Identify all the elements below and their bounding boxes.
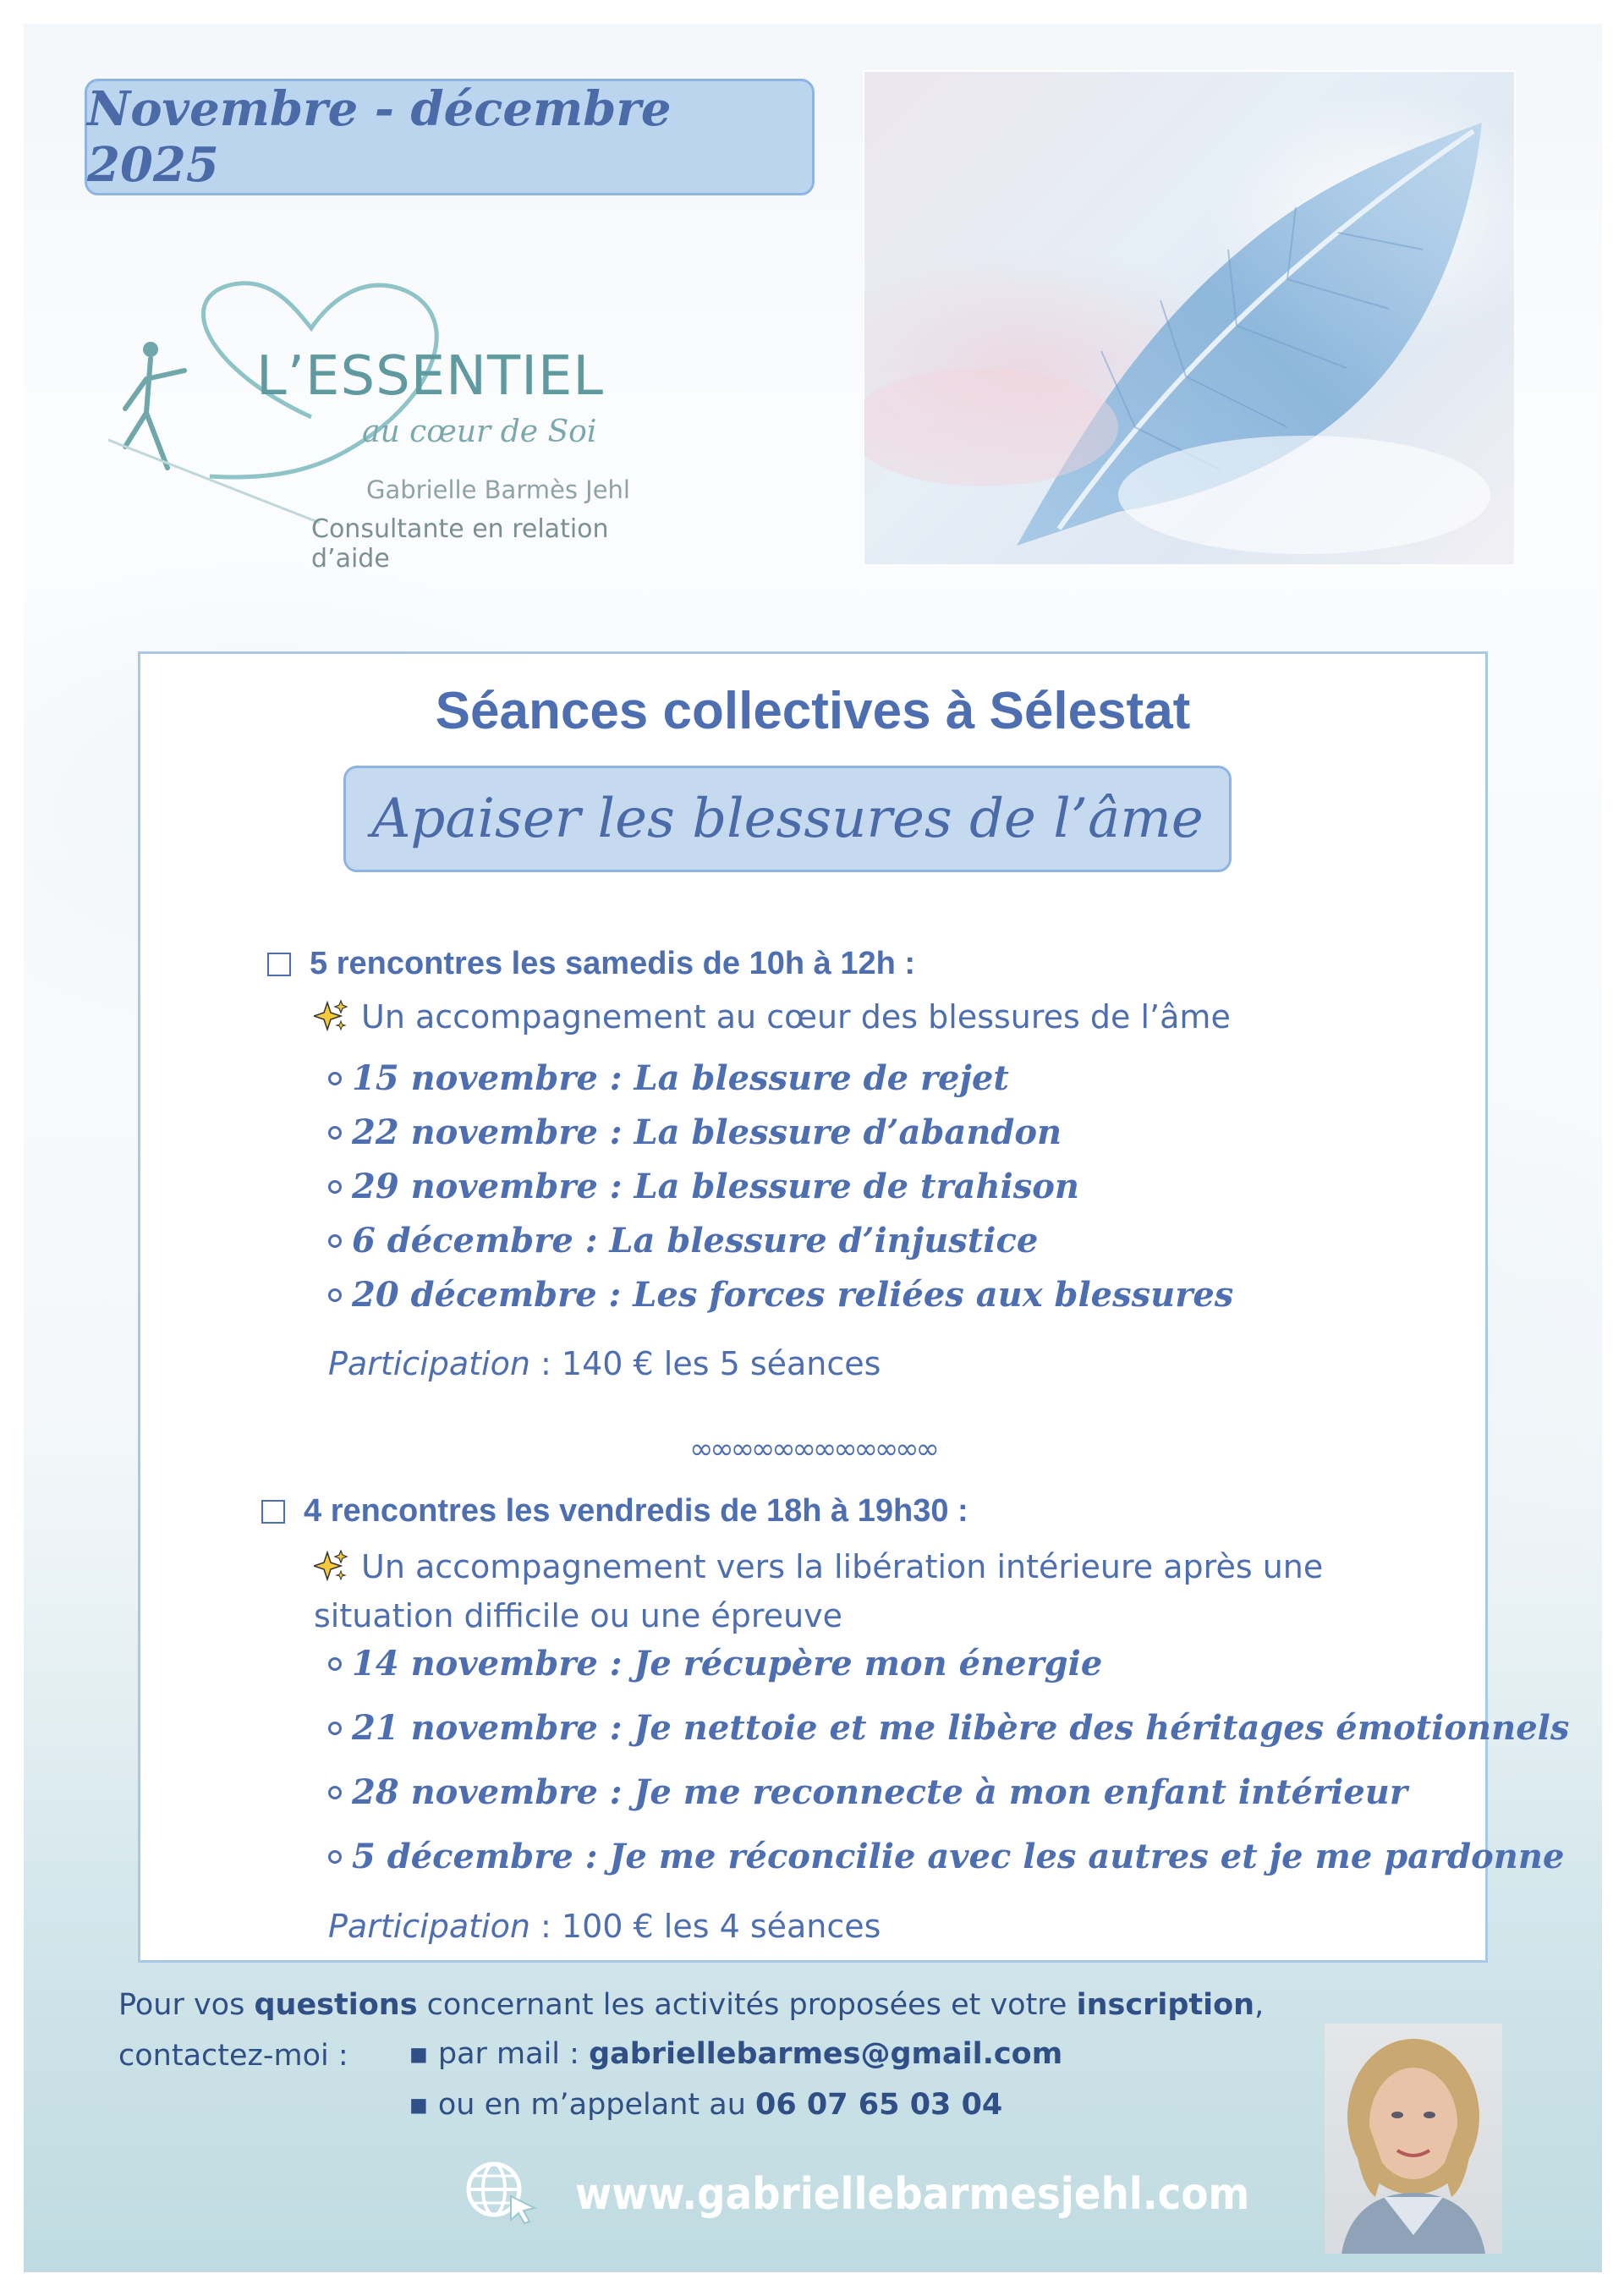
sessions-box — [138, 651, 1570, 1963]
logo-name: Gabrielle Barmès Jehl — [366, 475, 630, 504]
contact-bold-questions: questions — [254, 1988, 418, 2022]
logo-tagline: au cœur de Soi — [362, 415, 597, 449]
group-1-heading — [267, 946, 915, 982]
list-item-text: 20 décembre : Les forces reliées aux blessures — [352, 1275, 1234, 1315]
portrait-photo — [1325, 2024, 1502, 2254]
list-item-text: 29 novembre : La blessure de trahison — [352, 1167, 1079, 1206]
list-item-text: 28 novembre : Je me reconnecte à mon enfant intérieur — [352, 1772, 1407, 1812]
list-item — [328, 1112, 1062, 1152]
price-value: : 100 € les 4 séances — [529, 1908, 881, 1945]
bullet-icon — [328, 1850, 342, 1864]
group-2-heading-text: 4 rencontres les vendredis de 18h à 19h30 : — [304, 1493, 968, 1529]
flyer-page — [24, 24, 1602, 2272]
divider: ∞∞∞∞∞∞∞∞∞∞∞∞ — [689, 1432, 936, 1466]
feather-image — [863, 70, 1516, 566]
checkbox-icon — [261, 1500, 285, 1524]
list-item-text: 21 novembre : Je nettoie et me libère des héritages émotionnels — [352, 1708, 1570, 1748]
bullet-icon — [328, 1657, 342, 1671]
contact-bold-inscription: inscription — [1076, 1988, 1255, 2022]
group-1-description-text: Un accompagnement au cœur des blessures de l’âme — [361, 998, 1231, 1035]
list-item-text: 15 novembre : La blessure de rejet — [352, 1058, 1009, 1098]
price-label: Participation — [328, 1908, 530, 1945]
list-item-text: 6 décembre : La blessure d’injustice — [352, 1221, 1039, 1261]
list-item — [328, 1167, 1079, 1206]
group-2-heading — [261, 1493, 968, 1530]
globe-cursor-icon — [462, 2157, 540, 2225]
list-item-text: 14 novembre : Je récupère mon énergie — [352, 1644, 1103, 1684]
contact-mail — [409, 2037, 1062, 2071]
phone-link[interactable]: 06 07 65 03 04 — [755, 2088, 1003, 2122]
list-item — [328, 1837, 1564, 1876]
price-label: Participation — [328, 1345, 530, 1382]
portrait-icon — [1325, 2024, 1502, 2254]
group-2-description-line2: situation difficile ou une épreuve — [314, 1597, 843, 1634]
logo-role: Consultante en relation d’aide — [311, 514, 609, 574]
bullet-icon — [328, 1234, 342, 1248]
contact-text: concernant les activités proposées et votre — [417, 1988, 1077, 2022]
bullet-icon — [328, 1072, 342, 1085]
contact-text: Pour vos — [118, 1988, 255, 2022]
contact-label: contactez-moi : — [118, 2039, 348, 2073]
list-item — [328, 1772, 1407, 1812]
subtitle-banner: Apaiser les blessures de l’âme — [343, 766, 1232, 872]
bullet-icon — [328, 1126, 342, 1140]
group-2-description-line1: Un accompagnement vers la libération intérieure après une — [361, 1548, 1324, 1585]
bullet-icon — [328, 1722, 342, 1735]
group-1-price — [328, 1345, 881, 1382]
group-1-heading-text: 5 rencontres les samedis de 10h à 12h : — [310, 946, 916, 981]
date-banner: Novembre - décembre 2025 — [85, 79, 815, 195]
group-2-description — [314, 1542, 1323, 1640]
mail-prefix: ▪ par mail : — [409, 2037, 590, 2071]
list-item-text: 5 décembre : Je me réconcilie avec les autres et je me pardonne — [352, 1837, 1565, 1876]
list-item — [328, 1275, 1233, 1315]
bullet-icon — [328, 1180, 342, 1194]
logo-title: L’ESSENTIEL — [256, 345, 605, 408]
group-2-price — [328, 1908, 881, 1945]
website-link[interactable]: www.gabriellebarmesjehl.com — [575, 2169, 1250, 2220]
checkbox-icon — [267, 953, 291, 976]
list-item — [328, 1058, 1009, 1098]
list-item — [328, 1708, 1569, 1748]
sparkle-icon — [314, 999, 348, 1033]
logo — [108, 269, 683, 574]
section-title: Séances collectives à Sélestat — [435, 682, 1191, 740]
list-item — [328, 1221, 1038, 1261]
contact-intro — [118, 1988, 1264, 2022]
price-value: : 140 € les 5 séances — [529, 1345, 881, 1382]
list-item-text: 22 novembre : La blessure d’abandon — [352, 1112, 1062, 1152]
bullet-icon — [328, 1786, 342, 1799]
email-link[interactable]: gabriellebarmes@gmail.com — [589, 2037, 1063, 2071]
list-item — [328, 1644, 1102, 1684]
group-1-description — [314, 992, 1231, 1041]
contact-phone — [409, 2088, 1002, 2122]
sparkle-icon — [314, 1549, 348, 1583]
contact-text: , — [1254, 1988, 1265, 2022]
phone-prefix: ▪ ou en m’appelant au — [409, 2088, 756, 2122]
bullet-icon — [328, 1288, 342, 1302]
feather-icon — [864, 72, 1514, 564]
